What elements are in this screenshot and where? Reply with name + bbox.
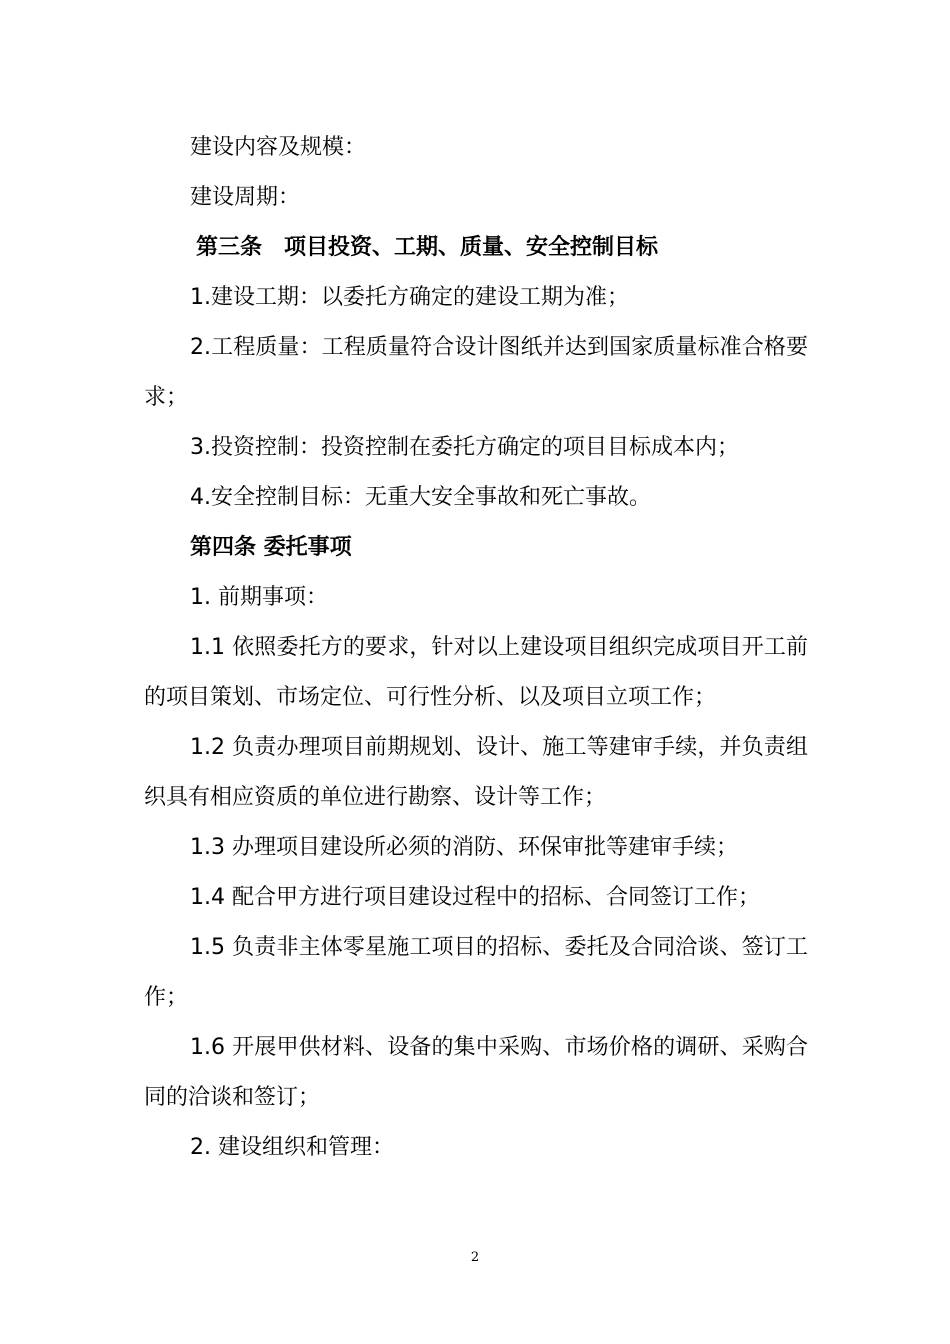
text-line-item-2: 2.工程质量：工程质量符合设计图纸并达到国家质量标准合格要 [190,335,808,360]
text-line-item-1-2: 1.2 负责办理项目前期规划、设计、施工等建审手续，并负责组 [190,735,808,760]
section-heading-article-3: 第三条 项目投资、工期、质量、安全控制目标 [196,235,659,260]
text-line-item-2-cont: 求； [144,385,189,410]
section-heading-article-4: 第四条 委托事项 [190,535,352,560]
text-line-item-1-5: 1.5 负责非主体零星施工项目的招标、委托及合同洽谈、签订工 [190,935,808,960]
text-line-item-1-1-cont: 的项目策划、市场定位、可行性分析、以及项目立项工作； [144,685,717,710]
text-line-construction-period: 建设周期： [190,185,301,210]
text-line-item-1-6-cont: 同的洽谈和签订； [144,1085,321,1110]
text-line-item-1-3: 1.3 办理项目建设所必须的消防、环保审批等建审手续； [190,835,738,860]
text-line-item-4: 4.安全控制目标：无重大安全事故和死亡事故。 [190,485,651,510]
text-line-item-1-6: 1.6 开展甲供材料、设备的集中采购、市场价格的调研、采购合 [190,1035,808,1060]
text-line-construction-management: 2. 建设组织和管理： [190,1135,394,1160]
text-line-item-1-1: 1.1 依照委托方的要求，针对以上建设项目组织完成项目开工前 [190,635,808,660]
text-line-item-1-5-cont: 作； [144,985,189,1010]
text-line-preliminary-matters: 1. 前期事项： [190,585,328,610]
page-number: 2 [470,1250,480,1265]
text-line-item-3: 3.投资控制：投资控制在委托方确定的项目目标成本内； [190,435,739,460]
text-line-item-1: 1.建设工期：以委托方确定的建设工期为准； [190,285,629,310]
text-line-item-1-2-cont: 织具有相应资质的单位进行勘察、设计等工作； [144,785,607,810]
text-line-item-1-4: 1.4 配合甲方进行项目建设过程中的招标、合同签订工作； [190,885,760,910]
text-line-construction-content: 建设内容及规模： [190,135,367,160]
